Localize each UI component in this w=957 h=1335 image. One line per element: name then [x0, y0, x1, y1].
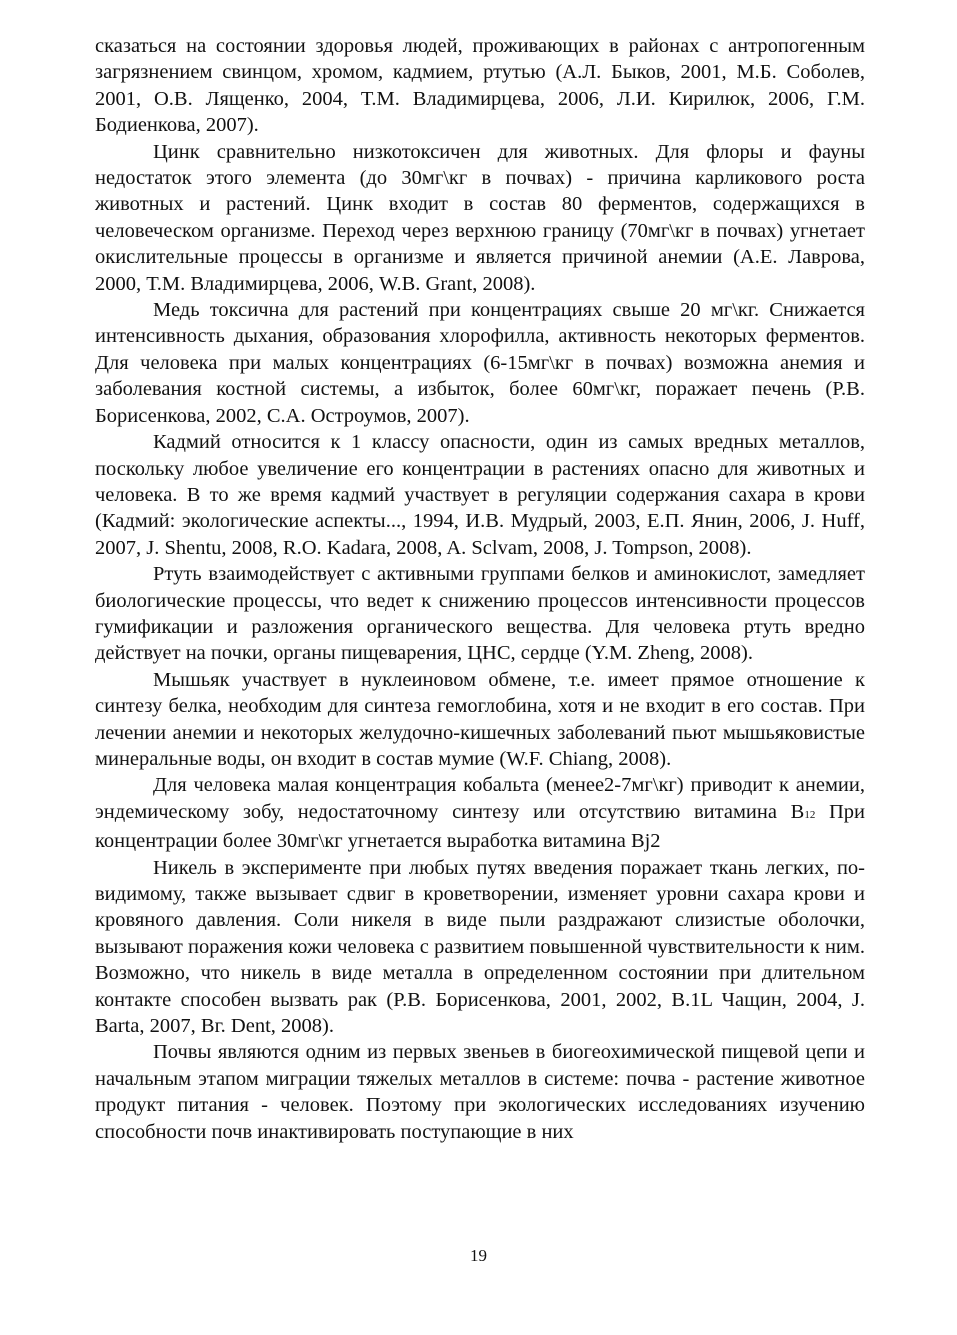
page-number: 19 — [470, 1246, 487, 1265]
paragraph-nickel: Никель в эксперименте при любых путях введения поражает ткань легких, по-видимому, также вызывает сдвиг в кроветворении, изменяет уровни сахара крови и кровяного давления. Соли никеля в виде пыли раздражают слизистые оболочки, вызывают поражения кожи человека с развитием повышенной чувствительности к ним. Возможно, что никель в виде металла в определенном состоянии при длительном контакте способен вызвать рак (Р.В. Борисенкова, 2001, 2002, B.1L Чащин, 2004, J. Barta, 2007, Вг. Dent, 2008). — [95, 856, 865, 1038]
paragraph-arsenic: Мышьяк участвует в нуклеиновом обмене, т.е. имеет прямое отношение к синтезу белка, необходим для синтеза гемоглобина, хотя и не входит в его состав. При лечении анемии и некоторых желудочно-кишечных заболеваний пьют мышьяковистые минеральные воды, он входит в состав мумие (W.F. Chiang, 2008). — [95, 668, 865, 770]
paragraph-soils: Почвы являются одним из первых звеньев в биогеохимической пищевой цепи и начальным этапом миграции тяжелых металлов в системе: почва - растение животное продукт питания - человек. Поэтому при экологических исследованиях изучению способности почв инактивировать поступающие в них — [95, 1041, 865, 1143]
paragraph-continuation: сказаться на состоянии здоровья людей, проживающих в районах с антропогенным загрязнением свинцом, хромом, кадмием, ртутью (А.Л. Быков, 2001, М.Б. Соболев, 2001, О.В. Лященко, 2004, Т.М. Владимирцева, 2006, Л.И. Кирилюк, 2006, Г.М. Бодиенкова, 2007). — [95, 35, 865, 137]
cobalt-text-before: Для человека малая концентрация кобальта (менее2-7мг\кг) приводит к анемии, эндемическому зобу, недостаточному синтезу или отсутствию витамина В — [95, 774, 865, 823]
paragraph-copper: Медь токсична для растений при концентрациях свыше 20 мг\кг. Снижается интенсивность дыхания, образования хлорофилла, активность некоторых ферментов. Для человека при малых концентрациях (6-15мг\кг в почвах) возможна анемия и заболевания костной системы, а избыток, более 60мг\кг, поражает печень (Р.В. Борисенкова, 2002, С.А. Остроумов, 2007). — [95, 299, 865, 427]
document-body — [95, 33, 865, 1145]
paragraph-cobalt — [95, 772, 865, 854]
vitamin-subscript: 12 — [804, 808, 816, 821]
paragraph-mercury: Ртуть взаимодействует с активными группами белков и аминокислот, замедляет биологические процессы, что ведет к снижению процессов интенсивности процессов гумификации и разложения органического вещества. Для человека ртуть вредно действует на почки, органы пищеварения, ЦНС, сердце (Y.M. Zheng, 2008). — [95, 563, 865, 665]
paragraph-cadmium: Кадмий относится к 1 классу опасности, один из самых вредных металлов, поскольку любое увеличение его концентрации в растениях опасно для животных и человека. В то же время кадмий участвует в регуляции содержания сахара в крови (Кадмий: экологические аспекты..., 1994, И.В. Мудрый, 2003, Е.П. Янин, 2006, J. Huff, 2007, J. Shentu, 2008, R.O. Kadara, 2008, A. Sclvam, 2008, J. Tompson, 2008). — [95, 431, 865, 559]
cobalt-text-after: При концентрации более 30мг\кг угнетается выработка витамина Bj2 — [95, 800, 865, 853]
paragraph-zinc: Цинк сравнительно низкотоксичен для животных. Для флоры и фауны недостаток этого элемента (до 30мг\кг в почвах) - причина карликового роста животных и растений. Цинк входит в состав 80 ферментов, содержащихся в человеческом организме. Переход через верхнюю границу (70мг\кг в почвах) угнетает окислительные процессы в организме и является причиной анемии (А.Е. Лаврова, 2000, Т.М. Владимирцева, 2006, W.B. Grant, 2008). — [95, 140, 865, 295]
